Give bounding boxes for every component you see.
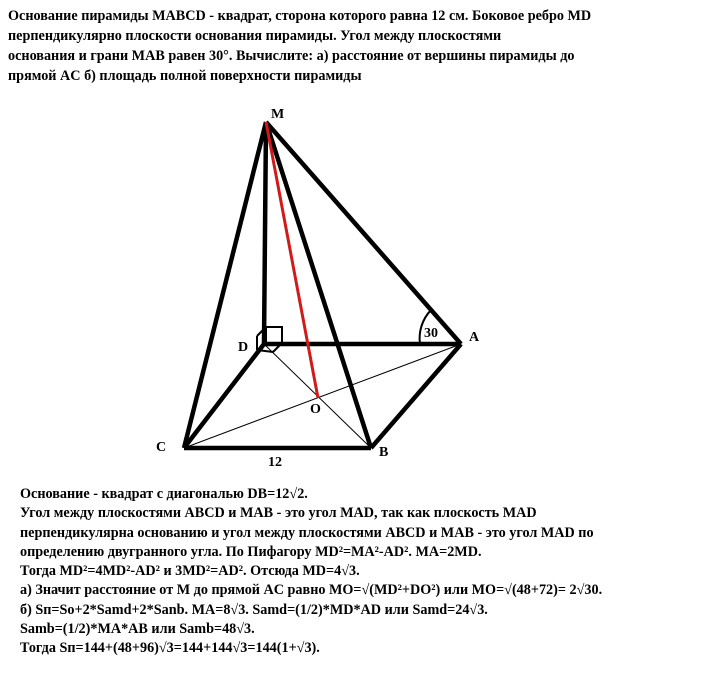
- solution-line: Тогда MD²=4MD²-AD² и 3MD²=AD². Отсюда MD=4√3.: [20, 563, 360, 580]
- problem-line: прямой AC б) площадь полной поверхности пирамиды: [8, 68, 362, 84]
- edge-md: [264, 122, 266, 344]
- solution-line: б) Sп=So+2*Samd+2*Sanb. MA=8√3. Samd=(1/2)*MD*AD или Samd=24√3.: [20, 601, 488, 618]
- label-b: B: [379, 445, 389, 460]
- edge-ma: [266, 122, 461, 344]
- label-d: D: [238, 340, 249, 355]
- solution-line: Тогда Sп=144+(48+96)√3=144+144√3=144(1+√3).: [20, 640, 320, 657]
- solution-line: Угол между плоскостями ABCD и MAB - это угол MAD, так как плоскость MAD: [20, 505, 537, 522]
- solution-line: Основание - квадрат с диагональю DB=12√2.: [20, 486, 308, 502]
- label-side: 12: [268, 455, 282, 470]
- label-c: C: [156, 440, 167, 455]
- label-m: M: [271, 107, 285, 122]
- edge-mc: [184, 122, 266, 448]
- solution-line: Samb=(1/2)*MA*AB или Samb=48√3.: [20, 621, 255, 638]
- label-o: O: [310, 402, 321, 417]
- problem-line: Основание пирамиды MABCD - квадрат, сторона которого равна 12 см. Боковое ребро MD: [8, 8, 592, 24]
- problem-line: основания и грани MAB равен 30°. Вычислите: а) расстояние от вершины пирамиды до: [8, 48, 575, 64]
- edge-mb: [266, 122, 371, 448]
- solution-line: определению двугранного угла. По Пифагору MD²=MA²-AD². MA=2MD.: [20, 543, 482, 560]
- problem-line: перпендикулярно плоскости основания пирамиды. Угол между плоскостями: [8, 28, 502, 44]
- solution-text: [20, 485, 700, 659]
- solution-line: перпендикулярна основанию и угол между плоскостями ABCD и MAB - это угол MAD по: [20, 524, 594, 541]
- label-a: A: [469, 330, 480, 345]
- edge-ab: [371, 344, 461, 448]
- solution-line: а) Значит расстояние от M до прямой AC равно MO=√(MD²+DO²) или MO=√(48+72)= 2√30.: [20, 582, 603, 599]
- label-angle: 30: [424, 326, 438, 341]
